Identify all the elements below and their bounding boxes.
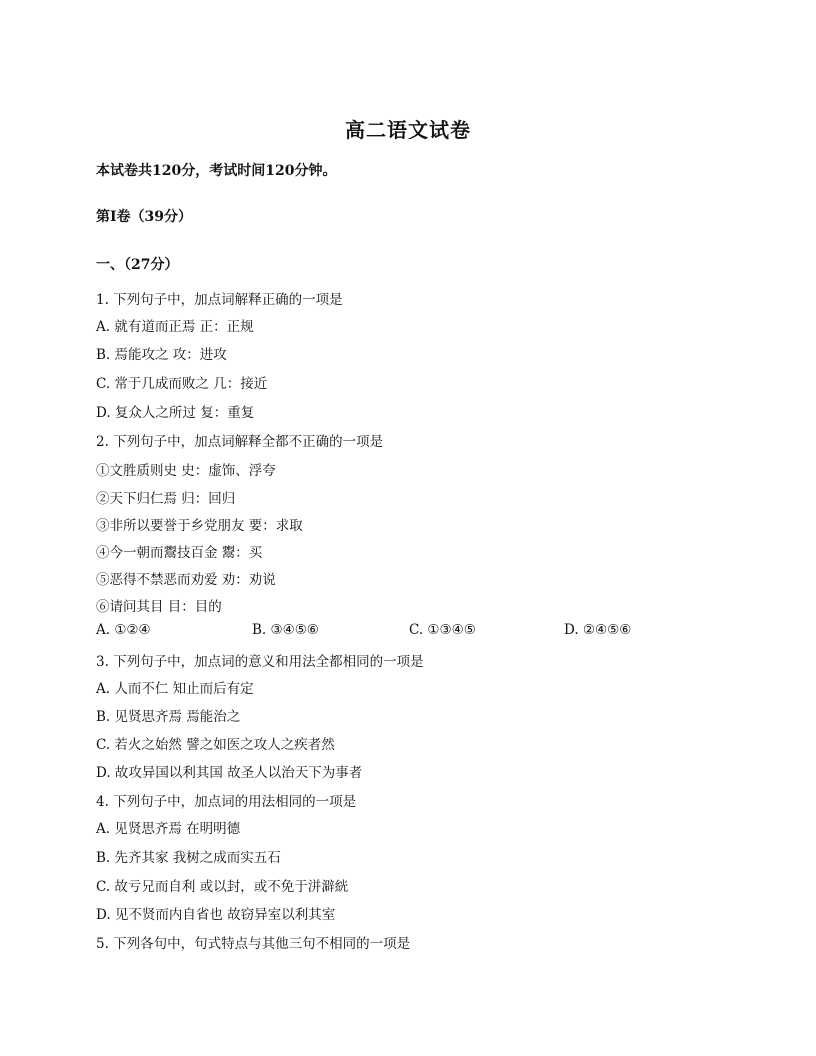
exam-title: 高二语文试卷 <box>345 118 471 142</box>
q2-item-1: ①文胜质则史 史：虚饰、浮夸 <box>96 463 276 479</box>
q2-option-d: D. ②④⑤⑥ <box>564 622 632 638</box>
q2-item-5: ⑤恶得不禁恶而劝爱 劝：劝说 <box>96 572 276 588</box>
q2-option-a: A. ①②④ <box>96 622 151 638</box>
q3-option-b: B. 见贤思齐焉 焉能治之 <box>96 709 241 725</box>
q1-option-d: D. 复众人之所过 复：重复 <box>96 405 255 421</box>
q4-option-b: B. 先齐其家 我树之成而实五石 <box>96 850 281 866</box>
q2-item-6: ⑥请问其目 目：目的 <box>96 599 222 615</box>
q3-option-a: A. 人而不仁 知止而后有定 <box>96 681 254 697</box>
q1-option-c: C. 常于几成而败之 几：接近 <box>96 376 268 392</box>
q4-option-a: A. 见贤思齐焉 在明明德 <box>96 821 241 837</box>
q2-option-c: C. ①③④⑤ <box>409 622 476 638</box>
q3-option-d: D. 故攻异国以利其国 故圣人以治天下为事者 <box>96 765 363 781</box>
part-heading: 第Ⅰ卷（39分） <box>96 209 193 225</box>
q4-option-c: C. 故亏兄而自利 或以封，或不免于洴澼絖 <box>96 879 349 895</box>
section-heading: 一、（27分） <box>96 257 179 273</box>
q4-option-d: D. 见不贤而内自省也 故窃异室以利其室 <box>96 907 336 923</box>
q2-item-3: ③非所以要誉于乡党朋友 要：求取 <box>96 518 303 534</box>
q2-option-b: B. ③④⑤⑥ <box>252 622 319 638</box>
q2-item-4: ④今一朝而鬻技百金 鬻：买 <box>96 545 263 561</box>
q3-stem: 3. 下列句子中，加点词的意义和用法全都相同的一项是 <box>96 654 424 670</box>
q1-option-a: A. 就有道而正焉 正：正规 <box>96 319 254 335</box>
q5-stem: 5. 下列各句中，句式特点与其他三句不相同的一项是 <box>96 936 411 952</box>
exam-intro: 本试卷共120分，考试时间120分钟。 <box>96 163 337 179</box>
q1-option-b: B. 焉能攻之 攻：进攻 <box>96 347 227 363</box>
q2-stem: 2. 下列句子中，加点词解释全都不正确的一项是 <box>96 434 384 450</box>
q1-stem: 1. 下列句子中，加点词解释正确的一项是 <box>96 292 343 308</box>
q4-stem: 4. 下列句子中，加点词的用法相同的一项是 <box>96 794 357 810</box>
q2-item-2: ②天下归仁焉 归：回归 <box>96 491 236 507</box>
q3-option-c: C. 若火之始然 譬之如医之攻人之疾者然 <box>96 737 335 753</box>
